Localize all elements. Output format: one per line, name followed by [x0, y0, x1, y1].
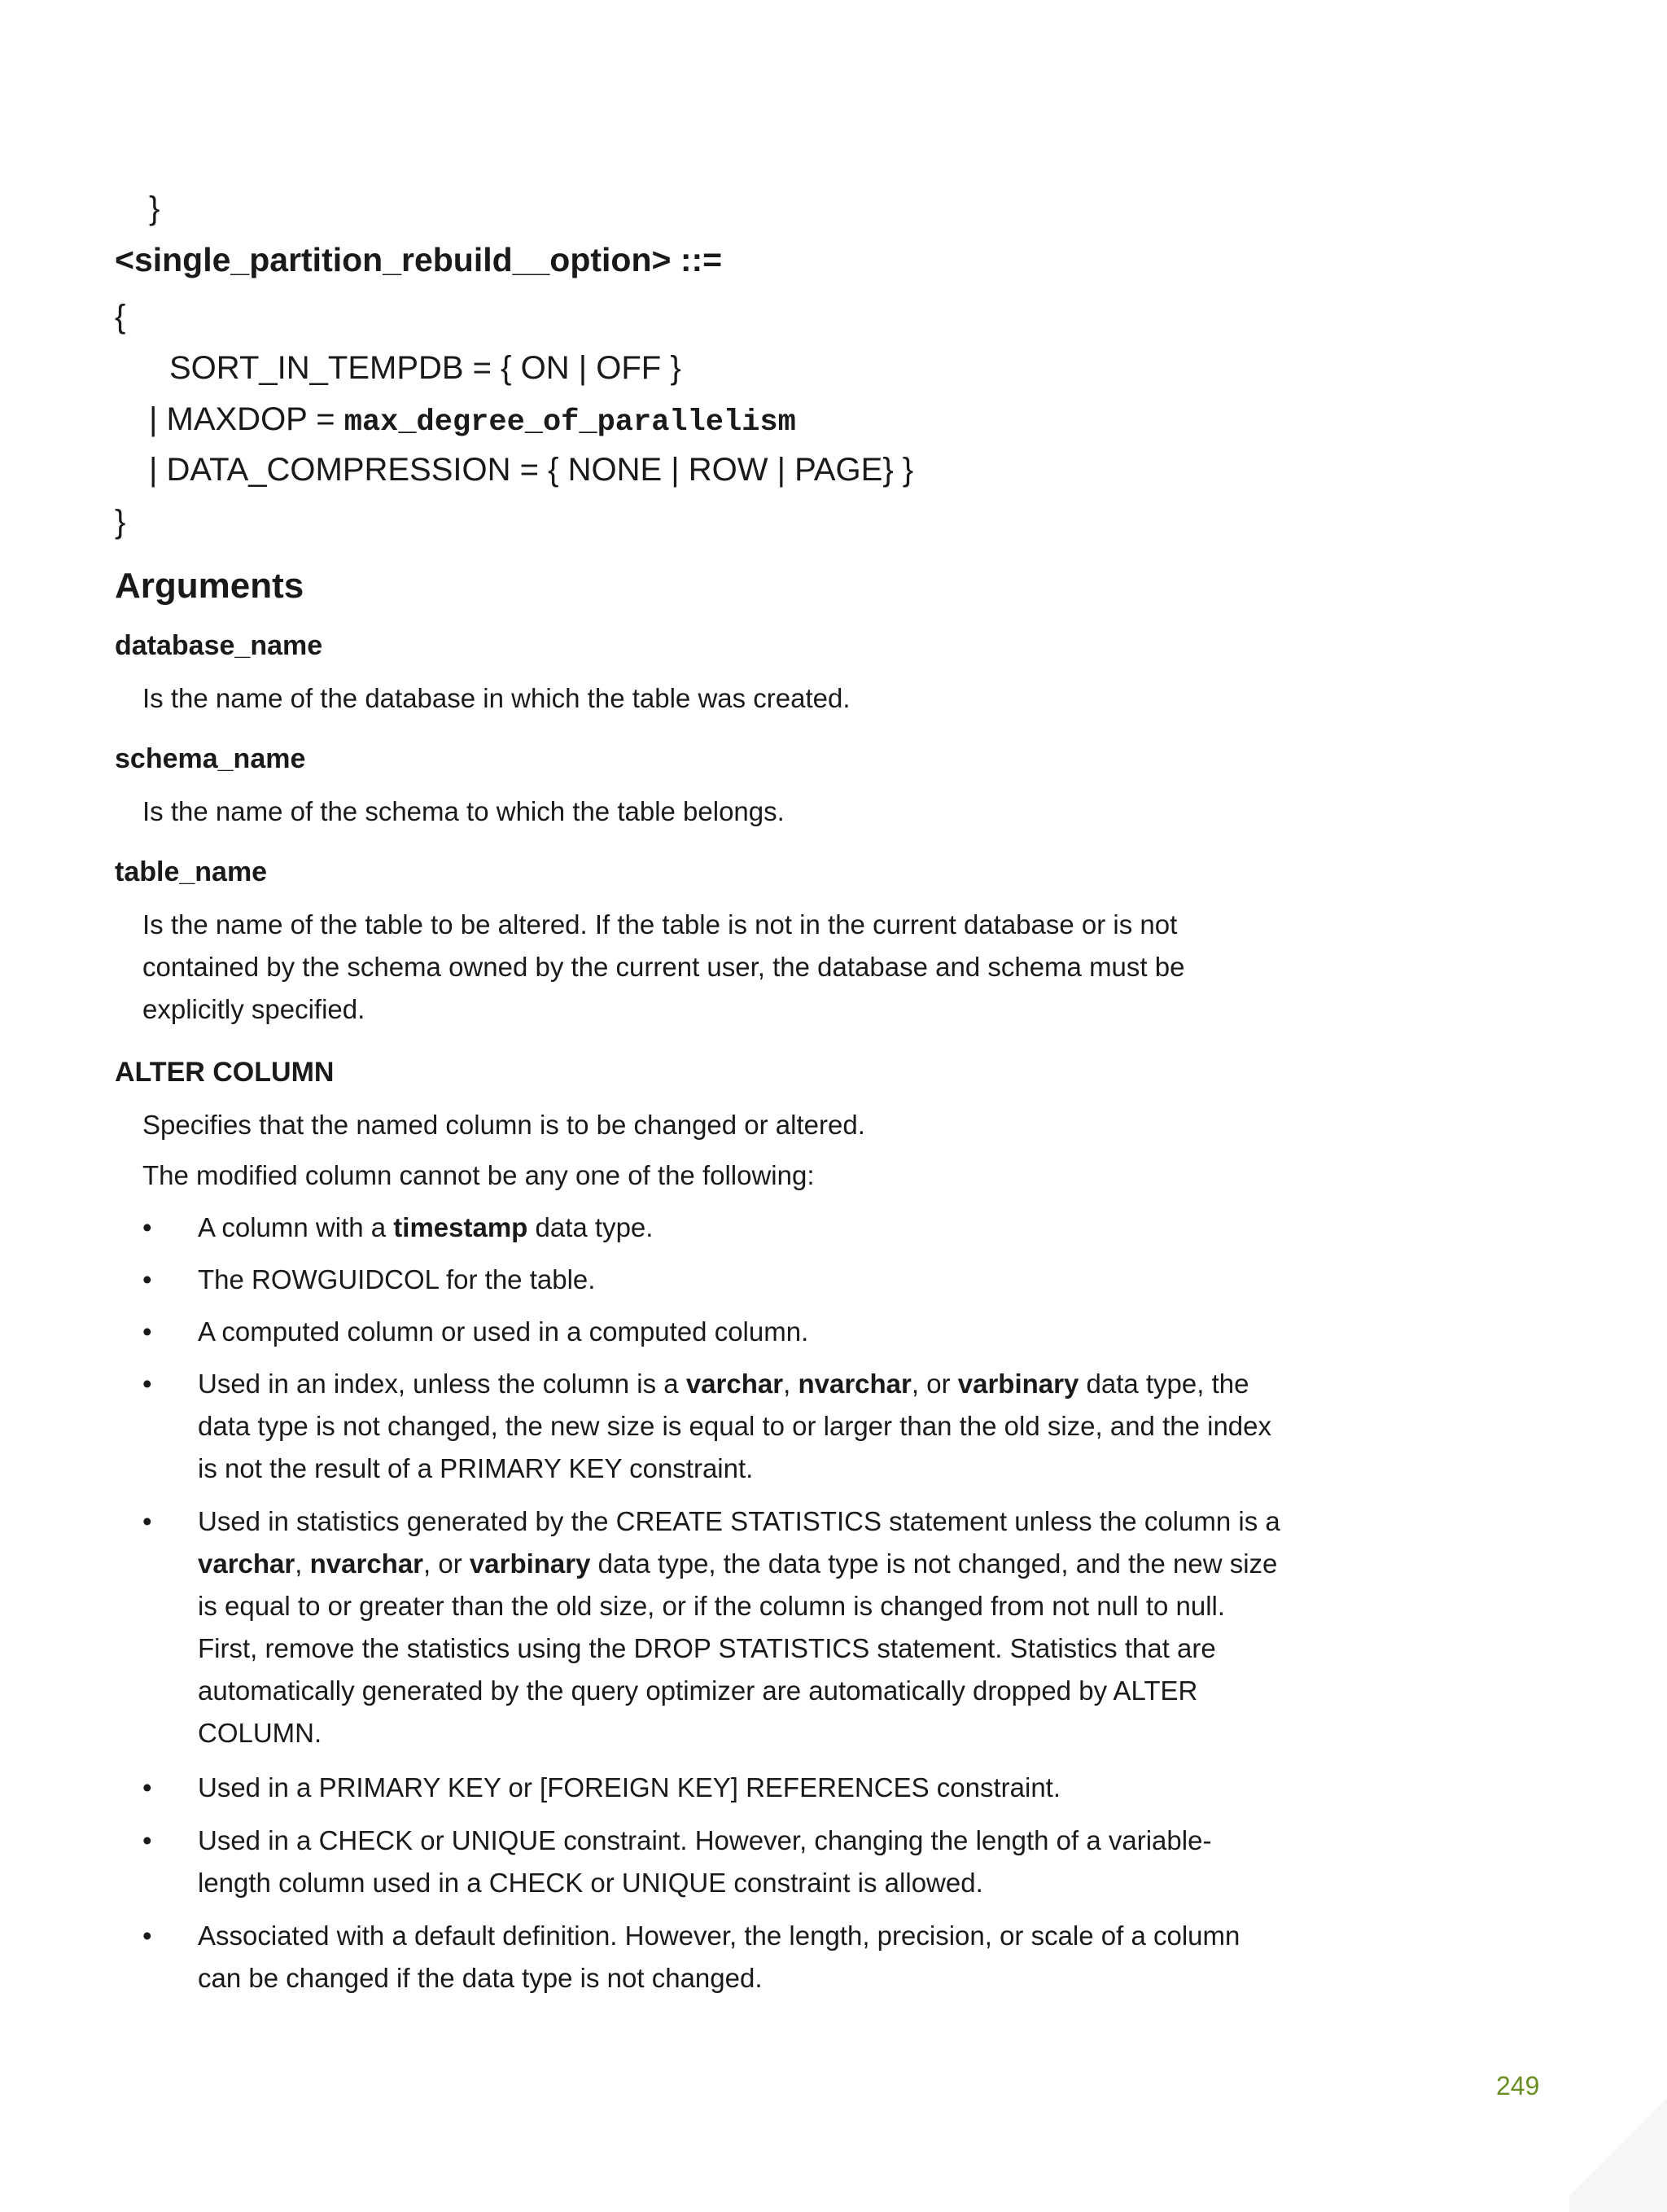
bullet-icon: • [142, 1316, 152, 1347]
desc-table-name: Is the name of the table to be altered. If the table is not in the current database or is not contained by the schema owned by the current user, the database and schema must be explicitly specified. [142, 909, 1185, 1024]
text-run: data type, the data type is not changed, and the new size is equal to or greater than the old size, or if the column is changed from not null to null. First, remove the statistics using the DROP STATISTICS statement. Statistics that are automatically generated by the query optimizer are automatically dropped by ALTER COLUMN. [198, 1548, 1278, 1748]
bold-term: nvarchar [309, 1548, 424, 1579]
text-run: data type. [527, 1212, 654, 1242]
bold-term: timestamp [393, 1212, 528, 1242]
bold-term: varchar [685, 1369, 784, 1399]
bullet-icon: • [142, 1212, 152, 1242]
text-run: , [295, 1548, 310, 1579]
text-run: Used in an index, unless the column is a [198, 1369, 686, 1399]
list-item-text [198, 1500, 1280, 1754]
syntax-close-brace-final: } [115, 504, 126, 540]
bold-term: varbinary [469, 1548, 591, 1579]
arguments-heading: Arguments [115, 566, 304, 606]
desc-alter-column-2: The modified column cannot be any one of the following: [142, 1160, 815, 1190]
bullet-icon: • [142, 1825, 152, 1855]
desc-database-name: Is the name of the database in which the table was created. [142, 683, 851, 713]
bold-term: nvarchar [798, 1369, 912, 1399]
desc-alter-column-1: Specifies that the named column is to be changed or altered. [142, 1110, 865, 1140]
text-run: , [783, 1369, 798, 1399]
syntax-maxdop-label: | MAXDOP = [149, 401, 344, 437]
text-run: A column with a [198, 1212, 394, 1242]
text-run: , or [423, 1548, 470, 1579]
term-table-name: table_name [115, 856, 268, 887]
list-item-text [198, 1207, 1280, 1249]
term-alter-column: ALTER COLUMN [115, 1057, 335, 1088]
list-item-text: Used in a CHECK or UNIQUE constraint. However, changing the length of a variable-length column used in a CHECK or UNIQUE constraint is allowed. [198, 1825, 1212, 1898]
page-corner-shade [1569, 2082, 1667, 2212]
bold-term: varchar [198, 1548, 295, 1579]
term-database-name: database_name [115, 630, 323, 661]
bullet-icon: • [142, 1264, 152, 1294]
list-item-text: Associated with a default definition. However, the length, precision, or scale of a column can be changed if the data type is not changed. [198, 1921, 1240, 1993]
syntax-open-brace: { [115, 299, 126, 335]
text-run: data type, the data type is not changed, the new size is equal to or larger than the old size, and the index is not the result of a PRIMARY KEY constraint. [198, 1369, 1272, 1483]
syntax-maxdop [149, 400, 796, 442]
bullet-icon: • [142, 1369, 152, 1399]
list-item-text: The ROWGUIDCOL for the table. [198, 1264, 596, 1294]
bullet-icon: • [142, 1772, 152, 1802]
bullet-icon: • [142, 1506, 152, 1536]
page-number: 249 [1496, 2071, 1540, 2100]
bold-term: varbinary [957, 1369, 1079, 1399]
list-item-text: Used in a PRIMARY KEY or [FOREIGN KEY] REFERENCES constraint. [198, 1772, 1061, 1802]
syntax-rule-head: <single_partition_rebuild__option> ::= [115, 241, 723, 278]
text-run: , or [911, 1369, 958, 1399]
text-run: Used in statistics generated by the CREATE STATISTICS statement unless the column is a [198, 1506, 1280, 1536]
term-schema-name: schema_name [115, 743, 306, 774]
list-item-text [198, 1363, 1280, 1490]
syntax-sort-in-tempdb: SORT_IN_TEMPDB = { ON | OFF } [169, 350, 681, 386]
syntax-maxdop-value: max_degree_of_parallelism [343, 405, 796, 440]
desc-schema-name: Is the name of the schema to which the table belongs. [142, 796, 785, 826]
list-item-text: A computed column or used in a computed column. [198, 1316, 809, 1347]
syntax-close-brace: } [149, 191, 160, 226]
syntax-data-compression: | DATA_COMPRESSION = { NONE | ROW | PAGE} } [149, 452, 914, 488]
bullet-icon: • [142, 1921, 152, 1951]
